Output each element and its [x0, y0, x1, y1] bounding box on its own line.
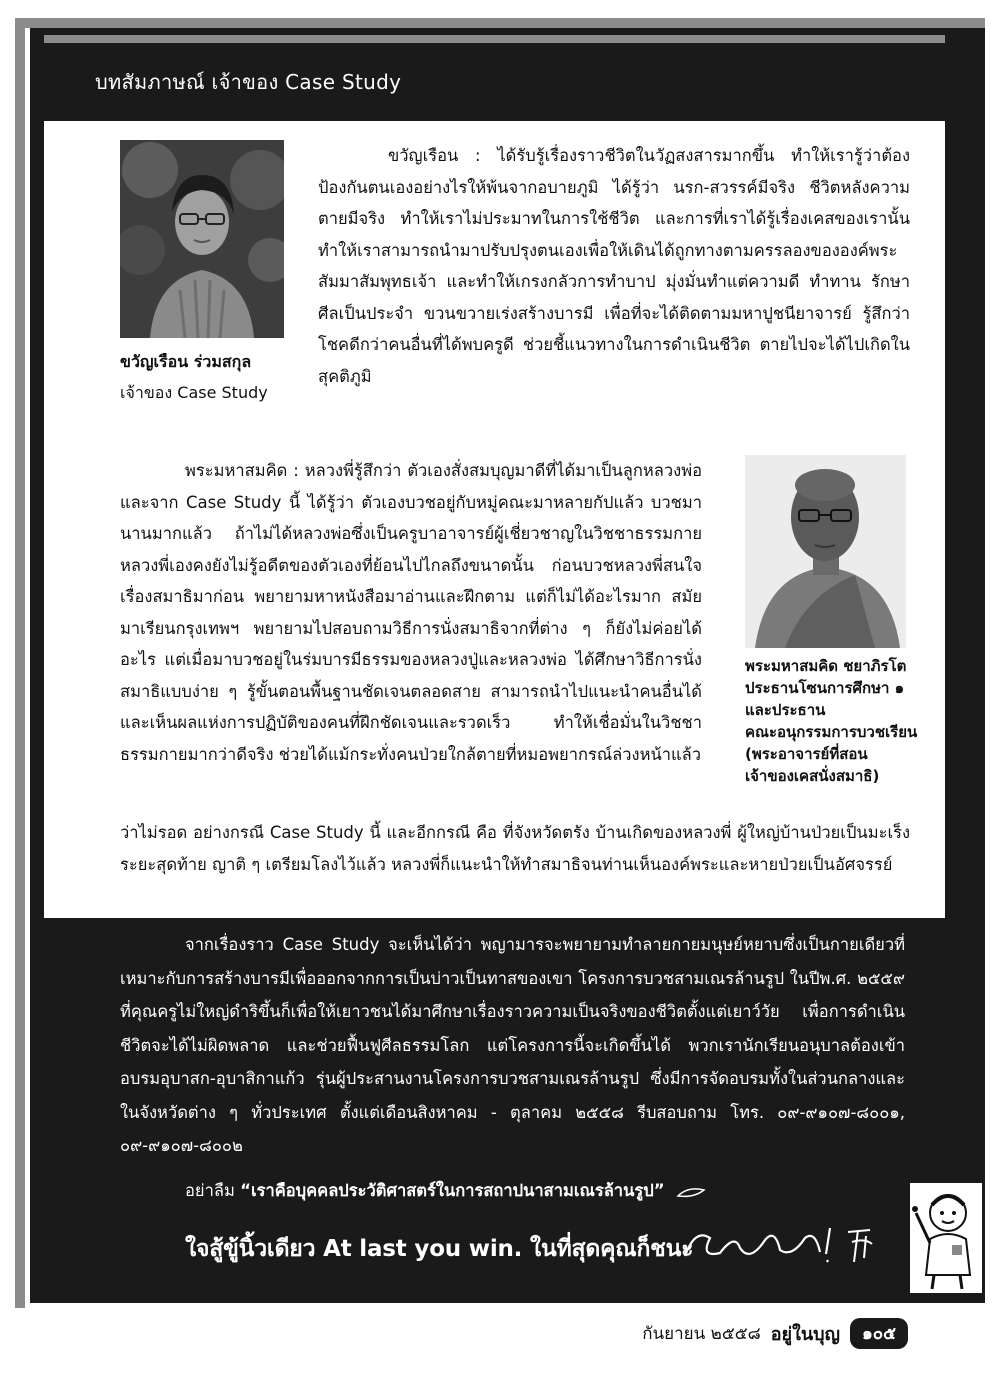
- portrait-monk-icon: [745, 455, 906, 648]
- portrait-woman-icon: [120, 140, 284, 338]
- person2-caption-line: พระมหาสมคิด ชยาภิรโต: [745, 657, 907, 675]
- person2-caption-line: คณะอนุกรรมการบวชเรียน: [745, 723, 918, 741]
- person2-paragraph: พระมหาสมคิด : หลวงพี่รู้สึกว่า ตัวเองสั่งสมบุญมาดีที่ได้มาเป็นลูกหลวงพ่อ และจาก Case Study นี้ ได้รู้ว่า ตัวเองบวชอยู่กับหมู่คณะมาหลายกัปแล้ว บวชมานานมากแล้ว ถ้าไม่ได้หลวงพ่อซึ่งเป็นครูบาอาจารย์ผู้เชี่ยวชาญในวิชชาธรรมกาย หลวงพี่เองคงยังไม่รู้อดีตของตัวเองที่ย้อนไปไกลถึงขนาดนั้น ก่อนบวชหลวงพี่สนใจเรื่องสมาธิมาก่อน พยายามหาหนังสือมาอ่านและฝึกตาม แต่ก็ไม่ได้อะไรมาก สมัยมาเรียนกรุงเทพฯ พยายามไปสอบถามวิธีการนั่งสมาธิจากที่ต่าง ๆ ก็ยังไม่ค่อยได้อะไร แต่เมื่อมาบวชอยู่ในร่มบารมีธรรมของหลวงปู่และหลวงพ่อ ได้ศึกษาวิธีการนั่งสมาธิแบบง่าย ๆ รู้ขั้นตอนพื้นฐานชัดเจนตลอดสาย สามารถนำไปแนะนำคนอื่นได้ และเห็นผลแห่งการปฏิบัติของคนที่ฝึกชัดเจนและรวดเร็ว ทำให้เชื่อมั่นในวิชชาธรรมกายมากว่าดีจริง ช่วยได้แม้กระทั่งคนป่วยใกล้ตายที่หมอพยากรณ์ล่วงหน้าแล้ว: [120, 461, 702, 764]
- person2-caption-line: ประธานโซนการศึกษา ๑: [745, 679, 905, 697]
- page-title: บทสัมภาษณ์ เจ้าของ Case Study: [95, 70, 402, 94]
- remember-quote: “เราคือบุคคลประวัติศาสตร์ในการสถาปนาสามเณรล้านรูป”: [240, 1181, 665, 1200]
- summary-panel: [30, 918, 985, 1303]
- frame-top-border: [15, 18, 985, 28]
- page-footer: [642, 1318, 908, 1349]
- person2-paragraph-continued: ว่าไม่รอด อย่างกรณี Case Study นี้ และอีกกรณี คือ ที่จังหวัดตรัง บ้านเกิดของหลวงพี่ ผู้ใหญ่บ้านป่วยเป็นมะเร็งระยะสุดท้าย ญาติ ๆ เตรียมโลงไว้แล้ว หลวงพี่ก็แนะนำให้ทำสมาธิจนท่านเห็นองค์พระและหายป่วยเป็นอัศจรรย์: [120, 823, 910, 874]
- person1-paragraph: ขวัญเรือน : ได้รับรู้เรื่องราวชีวิตในวัฏสงสารมากขึ้น ทำให้เรารู้ว่าต้องป้องกันตนเองอย่างไรให้พ้นจากอบายภูมิ ได้รู้ว่า นรก-สวรรค์มีจริง ชีวิตหลังความตายมีจริง ทำให้เราไม่ประมาทในการใช้ชีวิต และการที่เราได้รู้เรื่องเคสของเรานั้น ทำให้เราสามารถนำมาปรับปรุงตนเองเพื่อให้เดินได้ถูกทางตามครรลองขององค์พระสัมมาสัมพุทธเจ้า และทำให้เกรงกลัวการทำบาป มุ่งมั่นทำแต่ความดี ทำทาน รักษาศีลเป็นประจำ ขวนขวายเร่งสร้างบารมี เพื่อที่จะได้ติดตามมหาปูชนียาจารย์ รู้สึกว่าโชคดีกว่าคนอื่นที่ได้พบครูดี ช่วยชี้แนวทางในการดำเนินชีวิต ตายไปจะได้ไปเกิดในสุคติภูมิ: [318, 146, 910, 386]
- person1-role: เจ้าของ Case Study: [120, 383, 268, 402]
- person2-caption-line: (พระอาจารย์ที่สอน: [745, 745, 868, 763]
- person2-caption-line: และประธาน: [745, 701, 826, 719]
- signature-icon: [680, 1218, 890, 1268]
- slogan: ใจสู้ขู้นิ้วเดียว At last you win. ในที่สุดคุณก็ชนะ: [185, 1236, 694, 1262]
- header-stripe: [44, 35, 945, 43]
- frame-right-black: [945, 28, 985, 918]
- leaf-icon: [676, 1186, 706, 1198]
- magazine-name: อยู่ในบุญ: [770, 1324, 840, 1345]
- issue-month: กันยายน ๒๕๕๘: [642, 1324, 761, 1344]
- remember-prefix: อย่าลืม: [185, 1181, 235, 1200]
- person1-caption: [120, 346, 320, 408]
- person2-caption: [745, 655, 945, 787]
- person1-name: ขวัญเรือน ร่วมสกุล: [120, 352, 252, 371]
- cartoon-mascot-icon: [910, 1183, 982, 1293]
- page-number: ๑๐๕: [850, 1318, 908, 1349]
- remember-line: [185, 1178, 706, 1204]
- summary-paragraph: จากเรื่องราว Case Study จะเห็นได้ว่า พญามารจะพยายามทำลายกายมนุษย์หยาบซึ่งเป็นกายเดียวที่เหมาะกับการสร้างบารมีเพื่อออกจากการเป็นบ่าวเป็นทาสของเขา โครงการบวชสามเณรล้านรูป ในปีพ.ศ. ๒๕๕๙ ที่คุณครูไม่ใหญ่ดำริขึ้นก็เพื่อให้เยาวชนได้มาศึกษาเรื่องราวความเป็นจริงของชีวิตตั้งแต่เยาว์วัย เพื่อการดำเนินชีวิตจะได้ไม่ผิดพลาด และช่วยฟื้นฟูศีลธรรมโลก แต่โครงการนี้จะเกิดขึ้นได้ พวกเรานักเรียนอนุบาลต้องเข้าอบรมอุบาสก-อุบาสิกาแก้ว รุ่นผู้ประสานงานโครงการบวชสามเณรล้านรูป ซึ่งมีการจัดอบรมทั้งในส่วนกลางและในจังหวัดต่าง ๆ ทั่วประเทศ ตั้งแต่เดือนสิงหาคม - ตุลาคม ๒๕๕๘ รีบสอบถาม โทร. ๐๙-๙๑๐๗-๘๐๐๑, ๐๙-๙๑๐๗-๘๐๐๒: [120, 935, 905, 1155]
- person2-caption-line: เจ้าของเคสนั่งสมาธิ): [745, 767, 880, 785]
- frame-left-border: [15, 18, 25, 1308]
